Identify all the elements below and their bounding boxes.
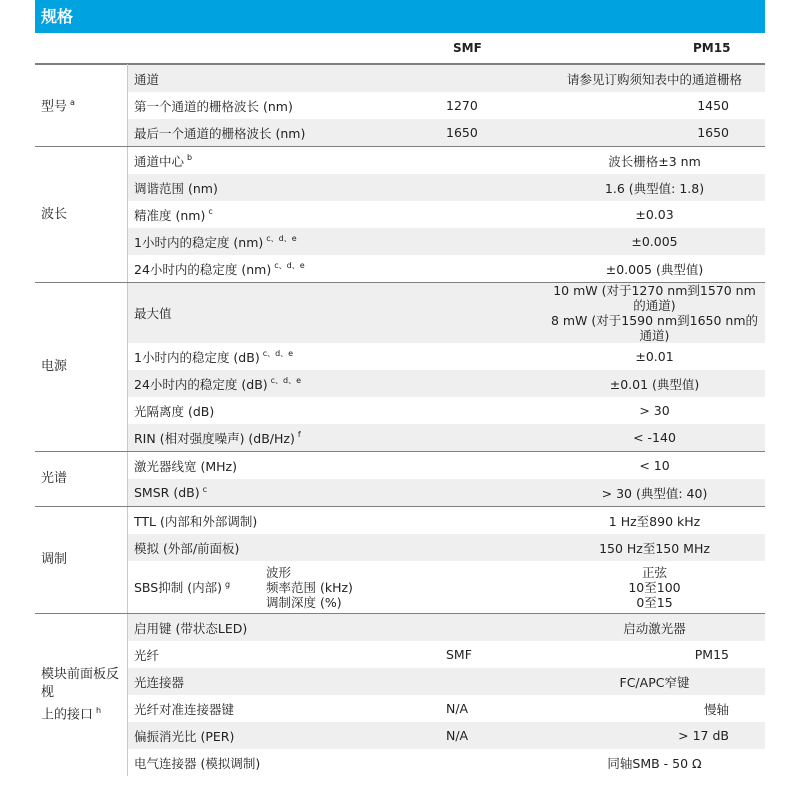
table-row bbox=[35, 119, 765, 147]
param-label: 偏振消光比 (PER) bbox=[128, 722, 441, 749]
param-label: 光隔离度 (dB) bbox=[134, 403, 215, 419]
table-row bbox=[35, 255, 765, 283]
param-label: 1小时内的稳定度 (nm) $^{c、d、e}$ bbox=[128, 228, 441, 255]
table-row bbox=[35, 668, 765, 695]
param-value: ±0.03 bbox=[635, 207, 674, 222]
group-label-interface: 模块前面板反枧 上的接口 $^h$ bbox=[35, 614, 128, 777]
param-label: 精准度 (nm) $^c$ bbox=[134, 207, 213, 223]
param-value: ±0.01 (典型值) bbox=[440, 370, 765, 397]
value-smf: 1270 bbox=[446, 98, 478, 113]
value-depth: 0至15 bbox=[636, 594, 673, 610]
sub-param-depth: 调制深度 (%) bbox=[266, 594, 342, 610]
param-label: 通道中心 $^b$ bbox=[134, 153, 193, 169]
param-value: 150 Hz至150 MHz bbox=[440, 534, 765, 561]
param-label: 24小时内的稳定度 (nm) $^{c、d、e}$ bbox=[128, 255, 441, 283]
param-label: TTL (内部和外部调制) bbox=[134, 513, 258, 529]
table-row bbox=[35, 397, 765, 424]
value-frequency: 10至100 bbox=[628, 579, 681, 595]
param-label: SBS抑制 (内部) $^g$ 波形 频率范围 (kHz) 调制深度 (%) bbox=[128, 561, 441, 614]
table-row bbox=[35, 641, 765, 668]
param-label: 电气连接器 (模拟调制) bbox=[134, 755, 261, 771]
value-line-1: 10 mW (对于1270 nm到1570 nm的通道) bbox=[553, 283, 756, 313]
group-label-model: 型号 $^a$ bbox=[35, 65, 128, 147]
value-smf: N/A bbox=[446, 701, 469, 716]
sub-param-waveform: 波形 bbox=[266, 564, 292, 580]
param-label: 1小时内的稳定度 (dB) $^{c、d、e}$ bbox=[134, 349, 294, 365]
value-line-2: 8 mW (对于1590 nm到1650 nm的通道) bbox=[550, 313, 759, 343]
param-label: 最后一个通道的栅格波长 (nm) bbox=[128, 119, 441, 147]
table-row bbox=[35, 695, 765, 722]
group-label-modulation: 调制 bbox=[35, 507, 128, 614]
value-pm15: 慢轴 bbox=[703, 701, 729, 717]
value-waveform: 正弦 bbox=[641, 564, 667, 580]
param-value: ±0.005 (典型值) bbox=[440, 255, 765, 283]
table-row bbox=[35, 749, 765, 776]
param-label: SMSR (dB) $^c$ bbox=[128, 479, 441, 507]
value-pm15: > 17 dB bbox=[572, 722, 765, 749]
table-row bbox=[35, 201, 765, 228]
param-label: 光连接器 bbox=[128, 668, 441, 695]
param-value: 1 Hz至890 kHz bbox=[608, 513, 701, 529]
table-row bbox=[35, 65, 765, 93]
param-label: 最大值 bbox=[128, 283, 441, 344]
value-smf: 1650 bbox=[440, 119, 572, 147]
spec-table bbox=[35, 64, 765, 776]
value-pm15: PM15 bbox=[694, 647, 729, 662]
param-label: 光纤 bbox=[134, 647, 160, 663]
table-row bbox=[35, 614, 765, 642]
table-row bbox=[35, 174, 765, 201]
table-row bbox=[35, 534, 765, 561]
value-pm15: 1450 bbox=[697, 98, 729, 113]
table-row bbox=[35, 507, 765, 535]
param-value bbox=[440, 283, 765, 344]
value-smf: N/A bbox=[440, 722, 572, 749]
table-row bbox=[35, 147, 765, 175]
param-value: 启动激光器 bbox=[440, 614, 765, 642]
section-title: 规格 bbox=[41, 7, 74, 26]
param-label: 激光器线宽 (MHz) bbox=[134, 458, 237, 474]
param-value: < -140 bbox=[440, 424, 765, 452]
param-value: ±0.01 bbox=[635, 349, 674, 364]
group-label-power: 电源 bbox=[35, 283, 128, 452]
param-value: 波长栅格±3 nm bbox=[608, 153, 701, 169]
param-value: 1.6 (典型值: 1.8) bbox=[440, 174, 765, 201]
param-value: ±0.005 bbox=[440, 228, 765, 255]
group-label-spectrum: 光谱 bbox=[35, 452, 128, 507]
param-label: 第一个通道的栅格波长 (nm) bbox=[134, 98, 293, 114]
sub-param-frequency: 频率范围 (kHz) bbox=[266, 579, 353, 595]
column-header-pm15: PM15 bbox=[693, 41, 731, 55]
param-value: 同轴SMB - 50 Ω bbox=[607, 755, 702, 771]
table-row bbox=[35, 343, 765, 370]
value-pm15: 1650 bbox=[572, 119, 765, 147]
table-row bbox=[35, 283, 765, 344]
column-header-row bbox=[35, 33, 765, 64]
table-row bbox=[35, 479, 765, 507]
table-row bbox=[35, 370, 765, 397]
param-label: 通道 bbox=[128, 65, 441, 93]
param-label: 光纤对准连接器键 bbox=[134, 701, 235, 717]
param-label: RIN (相对强度噪声) (dB/Hz) $^f$ bbox=[128, 424, 441, 452]
group-label-wavelength: 波长 bbox=[35, 147, 128, 283]
param-label: 24小时内的稳定度 (dB) $^{c、d、e}$ bbox=[128, 370, 441, 397]
param-value bbox=[440, 561, 765, 614]
value-smf: SMF bbox=[446, 647, 472, 662]
param-value: > 30 (典型值: 40) bbox=[440, 479, 765, 507]
param-label: 启用键 (带状态LED) bbox=[128, 614, 441, 642]
table-row bbox=[35, 228, 765, 255]
table-row bbox=[35, 722, 765, 749]
table-row bbox=[35, 424, 765, 452]
param-value: > 30 bbox=[639, 403, 670, 418]
param-value: < 10 bbox=[639, 458, 670, 473]
column-header-smf: SMF bbox=[453, 41, 482, 55]
param-value: FC/APC窄键 bbox=[440, 668, 765, 695]
param-value: 请参见订购须知表中的通道栅格 bbox=[440, 65, 765, 93]
table-row bbox=[35, 452, 765, 480]
table-row bbox=[35, 92, 765, 119]
param-label: 调谐范围 (nm) bbox=[128, 174, 441, 201]
param-label: 模拟 (外部/前面板) bbox=[128, 534, 441, 561]
section-header bbox=[35, 0, 765, 33]
table-row bbox=[35, 561, 765, 614]
